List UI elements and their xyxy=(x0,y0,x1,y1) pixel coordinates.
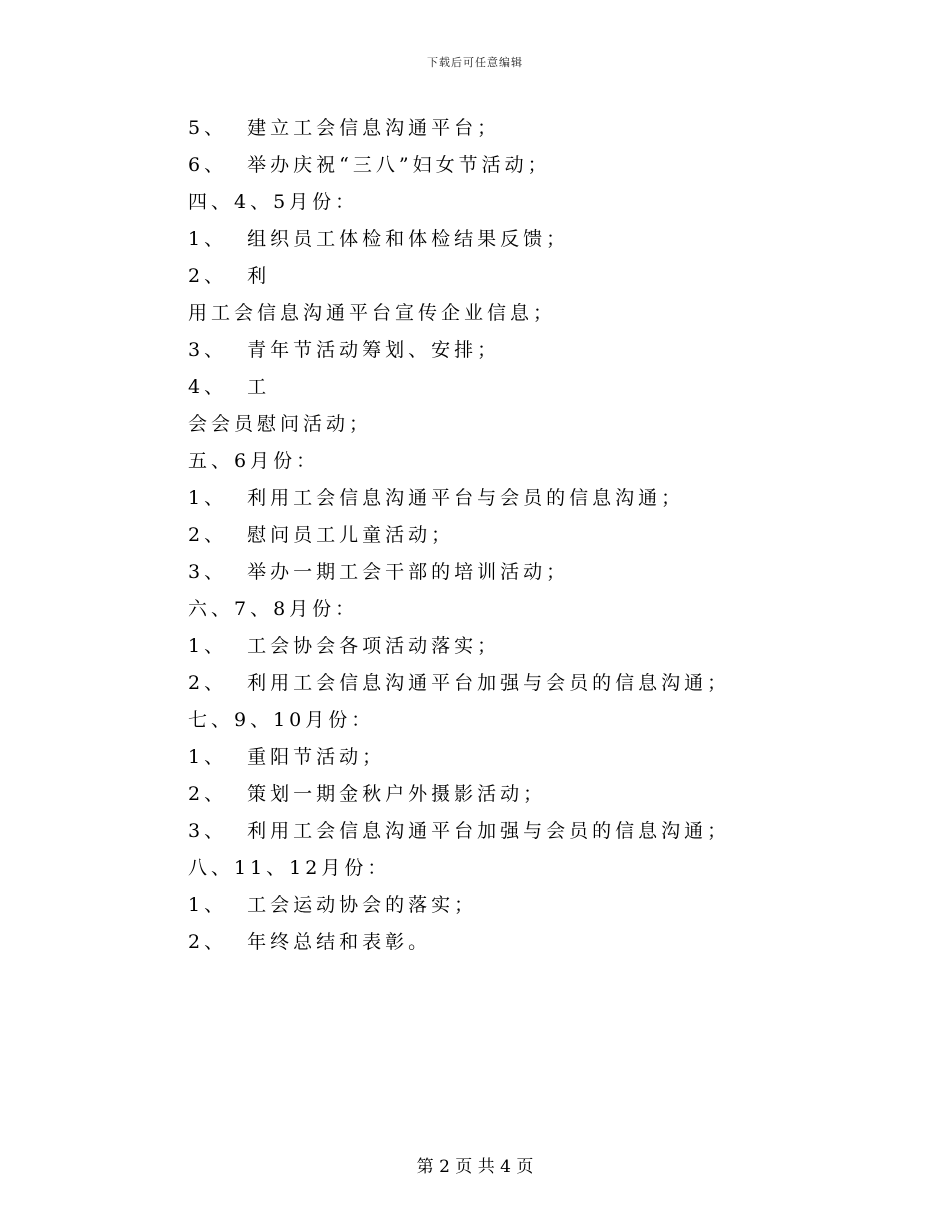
section-heading: 八、11、12月份： xyxy=(188,857,391,879)
section-heading: 七、9、10月份： xyxy=(188,709,375,731)
text-line: 1、 工会协会各项活动落实； xyxy=(188,635,501,657)
page-number: 第 2 页 共 4 页 xyxy=(416,1157,534,1177)
text-line: 2、 策划一期金秋户外摄影活动； xyxy=(188,783,547,805)
text-line: 会会员慰问活动； xyxy=(188,413,373,435)
text-line: 2、 利用工会信息沟通平台加强与会员的信息沟通； xyxy=(188,672,731,694)
text-line: 4、 工 xyxy=(188,376,271,398)
section-heading: 六、7、8月份： xyxy=(188,598,359,620)
text-line: 5、 建立工会信息沟通平台； xyxy=(188,117,501,139)
text-line: 1、 利用工会信息沟通平台与会员的信息沟通； xyxy=(188,487,685,509)
document-body xyxy=(188,110,788,961)
section-heading: 五、6月份： xyxy=(188,450,320,472)
text-line: 2、 年终总结和表彰。 xyxy=(188,931,432,953)
text-line: 6、 举办庆祝“三八”妇女节活动； xyxy=(188,154,551,176)
text-line: 3、 举办一期工会干部的培训活动； xyxy=(188,561,570,583)
text-line: 1、 组织员工体检和体检结果反馈； xyxy=(188,228,570,250)
page-header: 下载后可任意编辑 xyxy=(427,56,523,69)
text-line: 3、 利用工会信息沟通平台加强与会员的信息沟通； xyxy=(188,820,731,842)
text-line: 1、 重阳节活动； xyxy=(188,746,386,768)
text-line: 2、 慰问员工儿童活动； xyxy=(188,524,455,546)
text-line: 3、 青年节活动筹划、安排； xyxy=(188,339,501,361)
section-heading: 四、4、5月份： xyxy=(188,191,359,213)
text-line: 用工会信息沟通平台宣传企业信息； xyxy=(188,302,557,324)
text-line: 1、 工会运动协会的落实； xyxy=(188,894,478,916)
text-line: 2、 利 xyxy=(188,265,271,287)
